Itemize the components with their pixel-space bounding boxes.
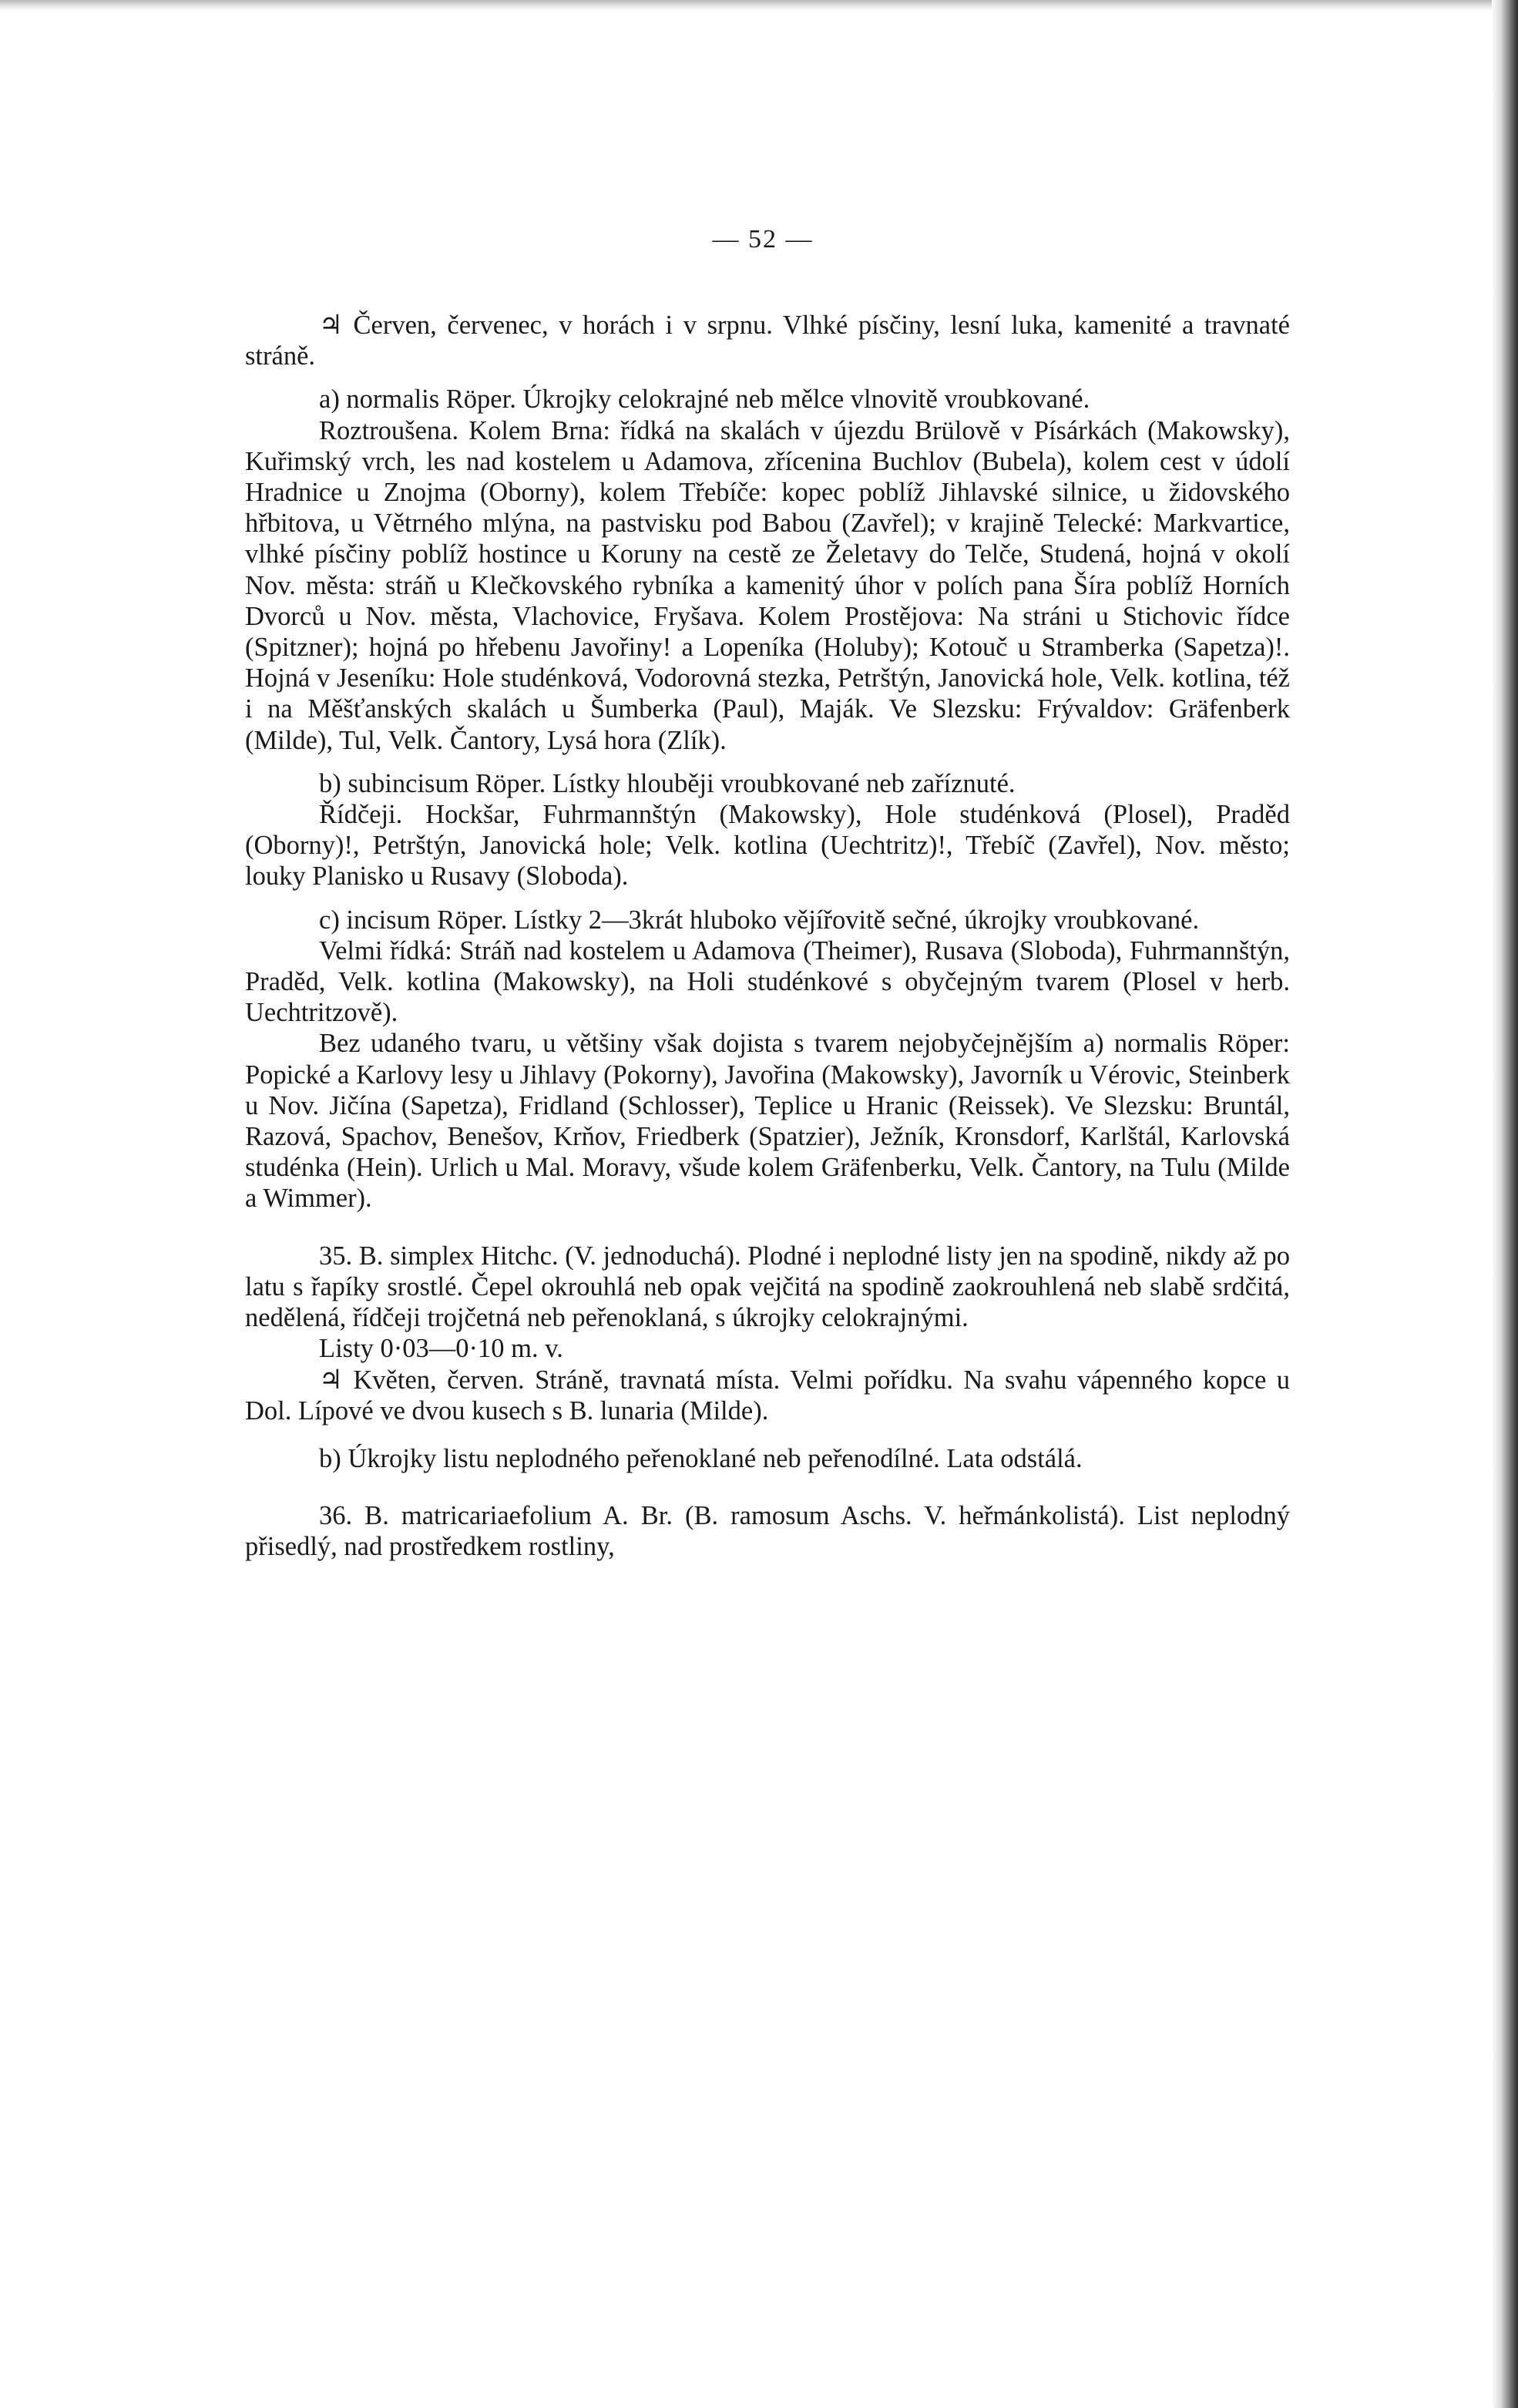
scan-edge-right [1492, 0, 1518, 2408]
paragraph-variety-a-normalis: a) normalis Röper. Úkrojky celokrajné neb mělce vlnovitě vroubkované. [319, 385, 1090, 415]
scan-edge-top [0, 0, 1518, 11]
paragraph-species-35-size: Listy 0·03—0·10 m. v. [319, 1334, 563, 1364]
paragraph-species-36-matricariaefolium: 36. B. matricariaefolium A. Br. (B. ramosum Aschs. V. heřmánkolistá). List neplodný přisedlý, nad prostředkem rostliny, [245, 1501, 1290, 1562]
paragraph-flowering-time: ♃ Červen, červenec, v horách i v srpnu. Vlhké písčiny, lesní luka, kamenité a travnaté stráně. [245, 311, 1290, 371]
paragraph-unspecified-form-localities: Bez udaného tvaru, u většiny však dojista s tvarem nejobyčejnějším a) normalis Röper: Popické a Karlovy lesy u Jihlavy (Pokorny), Javořina (Makowsky), Javorník u Vérovic, Steinberk u Nov. Jičína (Sapetza), Fridland (Schlosser), Teplice u Hranic (Reissek). Ve Slezsku: Bruntál, Razová, Spachov, Benešov, Krňov, Friedberk (Spatzier), Ježník, Kronsdorf, Karlštál, Karlovská studénka (Hein). Urlich u Mal. Moravy, všude kolem Gräfenberku, Velk. Čantory, na Tulu (Milde a Wimmer). [245, 1029, 1290, 1214]
paragraph-variety-b-subincisum: b) subincisum Röper. Lístky hlouběji vroubkované neb zaříznuté. [319, 768, 1016, 798]
page-number: — 52 — [712, 225, 814, 254]
paragraph-variety-c-incisum: c) incisum Röper. Lístky 2—3krát hluboko vějířovitě sečné, úkrojky vroubkované. [319, 905, 1200, 935]
paragraph-variety-c-localities: Velmi řídká: Stráň nad kostelem u Adamova (Theimer), Rusava (Sloboda), Fuhrmannštýn, Praděd, Velk. kotlina (Makowsky), na Holi studénkové s obyčejným tvarem (Plosel v herb. Uechtritzově). [245, 935, 1290, 1028]
paragraph-species-35-simplex: 35. B. simplex Hitchc. (V. jednoduchá). Plodné i neplodné listy jen na spodině, nikdy až po latu s řapíky srostlé. Čepel okrouhlá neb opak vejčitá na spodině zaokrouhlená neb slabě srdčitá, nedělená, řídčeji trojčetná neb peřenoklaná, s úkrojky celokrajnými. [245, 1241, 1290, 1333]
page-body [245, 310, 1290, 1563]
paragraph-variety-a-localities: Roztroušena. Kolem Brna: řídká na skalách v újezdu Brülově v Písárkách (Makowsky), Kuřimský vrch, les nad kostelem u Adamova, zřícenina Buchlov (Bubela), kolem cest v údolí Hradnice u Znojma (Oborny), kolem Třebíče: kopec poblíž Jihlavské silnice, u židovského hřbitova, u Větrného mlýna, na pastvisku pod Babou (Zavřel); v krajině Telecké: Markvartice, vlhké písčiny poblíž hostince u Koruny na cestě ze Želetavy do Telče, Studená, hojná v okolí Nov. města: stráň u Klečkovského rybníka a kamenitý úhor v polích pana Šíra poblíž Horních Dvorců u Nov. města, Vlachovice, Fryšava. Kolem Prostějova: Na stráni u Stichovic řídce (Spitzner); hojná po hřebenu Javořiny! a Lopeníka (Holuby); Kotouč u Stramberka (Sapetza)!. Hojná v Jeseníku: Hole studénková, Vodorovná stezka, Petrštýn, Janovická hole, Velk. kotlina, též i na Měšťanských skalách u Šumberka (Paul), Maják. Ve Slezsku: Frývaldov: Gräfenberk (Milde), Tul, Velk. Čantory, Lysá hora (Zlík). [245, 415, 1290, 755]
paragraph-key-b: b) Úkrojky listu neplodného peřenoklané neb peřenodílné. Lata odstálá. [319, 1443, 1083, 1473]
paragraph-variety-b-localities: Řídčeji. Hockšar, Fuhrmannštýn (Makowsky), Hole studénková (Plosel), Praděd (Oborny)!, Petrštýn, Janovická hole; Velk. kotlina (Uechtritz)!, Třebíč (Zavřel), Nov. město; louky Planisko u Rusavy (Sloboda). [245, 800, 1290, 892]
paragraph-species-35-habitat: ♃ Květen, červen. Stráně, travnatá místa. Velmi pořídku. Na svahu vápenného kopce u Dol. Lípové ve dvou kusech s B. lunaria (Milde). [245, 1365, 1290, 1426]
